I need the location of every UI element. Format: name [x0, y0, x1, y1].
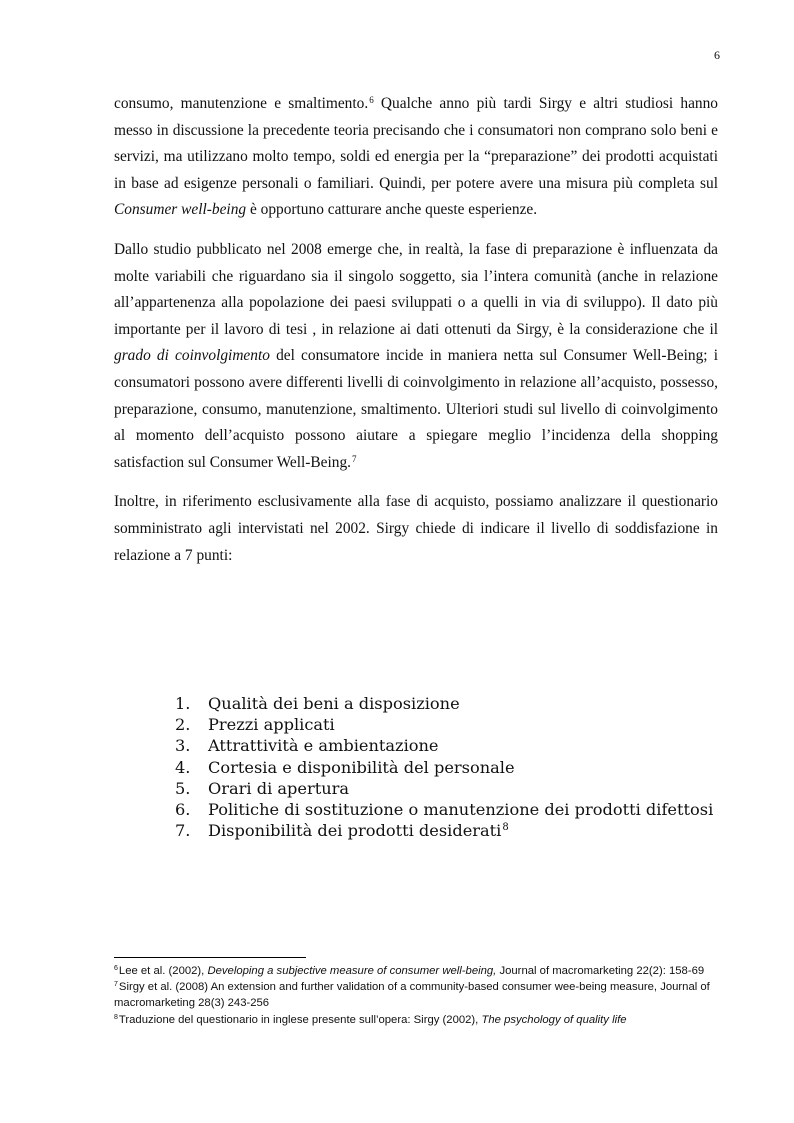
list-item-text: Disponibilità dei prodotti desiderati [208, 821, 502, 841]
list-item-number: 7. [175, 821, 191, 841]
footnote-6-title: Developing a subjective measure of consumer well-being, [207, 965, 497, 977]
footnotes [114, 963, 724, 1028]
list-item-text: Qualità dei beni a disposizione [208, 694, 460, 713]
paragraph-2-text-a: Dallo studio pubblicato nel 2008 emerge che, in realtà, la fase di preparazione è influenzata da molte variabili che riguardano sia il singolo soggetto, sia l’intera comunità (anche in relazione all’appartenenza alla popolazione dei paesi sviluppati o a quelli in via di sviluppo). Il dato più importante per il lavoro di tesi , in relazione ai dati ottenuti da Sirgy, è la considerazione che il [114, 240, 718, 338]
list-item [175, 693, 735, 714]
footnote-7-text: Sirgy et al. (2008) An extension and further validation of a community-based consumer wee-being measure, Journal of macromarketing 28(3) 243-256 [114, 981, 710, 1010]
footnote-6 [114, 963, 724, 979]
page-number: 6 [714, 48, 720, 62]
list-item-text: Cortesia e disponibilità del personale [208, 757, 515, 777]
paragraph-3 [114, 489, 718, 569]
footnote-7 [114, 979, 724, 1011]
list-item [175, 735, 735, 756]
footnote-6-text-a: Lee et al. (2002), [118, 965, 208, 977]
footnote-8-text-a: Traduzione del questionario in inglese presente sull’opera: Sirgy (2002), [118, 1013, 482, 1026]
list-item [175, 799, 735, 820]
list-item-text: Prezzi applicati [208, 715, 335, 735]
list-item [175, 778, 735, 799]
list-item [175, 757, 735, 778]
list-item-text: Attrattività e ambientazione [208, 736, 439, 756]
body-text [114, 91, 718, 569]
paragraph-2-emphasis: grado di coinvolgimento [114, 347, 270, 365]
paragraph-1-emphasis: Consumer well-being [114, 201, 247, 219]
footnote-ref-6[interactable]: 6 [369, 95, 374, 105]
paragraph-1-text-a: consumo, manutenzione e smaltimento. [114, 95, 369, 112]
footnote-separator [114, 957, 306, 958]
satisfaction-points-list [175, 693, 735, 841]
list-item-text: Politiche di sostituzione o manutenzione dei prodotti difettosi [208, 800, 714, 820]
footnote-ref-7[interactable]: 7 [352, 453, 357, 464]
paragraph-2 [114, 237, 718, 476]
list-item [175, 714, 735, 735]
paragraph-1 [114, 91, 718, 224]
list-item-number: 3. [175, 736, 191, 756]
footnote-ref-8[interactable]: 8 [502, 822, 509, 834]
footnote-8-title: The psychology of quality life [481, 1013, 627, 1026]
list-item-text: Orari di apertura [208, 778, 350, 798]
list-item-number: 6. [175, 800, 191, 820]
list-item-number: 2. [175, 715, 191, 735]
list-item-number: 1. [175, 694, 191, 713]
footnote-8 [114, 1012, 724, 1028]
footnote-number: 7 [114, 981, 118, 989]
list-item-number: 4. [175, 757, 191, 777]
list-item-number: 5. [175, 778, 191, 798]
paragraph-3-text: Inoltre, in riferimento esclusivamente alla fase di acquisto, possiamo analizzare il questionario somministrato agli intervistati nel 2002. Sirgy chiede di indicare il livello di soddisfazione in relazione a 7 punti: [114, 493, 718, 564]
footnote-6-text-b: Journal of macromarketing 22(2): 158-69 [496, 965, 705, 977]
paragraph-2-text-b: del consumatore incide in maniera netta sul Consumer Well-Being; i consumatori possono avere differenti livelli di coinvolgimento in relazione all’acquisto, possesso, preparazione, consumo, manutenzione, smaltimento. Ulteriori studi sul livello di coinvolgimento al momento dell’acquisto possono aiutare a spiegare meglio l’incidenza della shopping satisfaction sul Consumer Well-Being. [114, 347, 719, 471]
footnote-number: 6 [114, 965, 118, 972]
paragraph-1-text-c: è opportuno catturare anche queste esperienze. [246, 201, 538, 219]
list-item [175, 820, 735, 841]
paragraph-1-text-b: Qualche anno più tardi Sirgy e altri studiosi hanno messo in discussione la precedente teoria precisando che i consumatori non comprano solo beni e servizi, ma utilizzano molto tempo, soldi ed energia per la “preparazione” dei prodotti acquistati in base ad esigenze personali o familiari. Quindi, per potere avere una misura più completa sul [114, 95, 718, 192]
footnote-number: 8 [114, 1013, 118, 1021]
